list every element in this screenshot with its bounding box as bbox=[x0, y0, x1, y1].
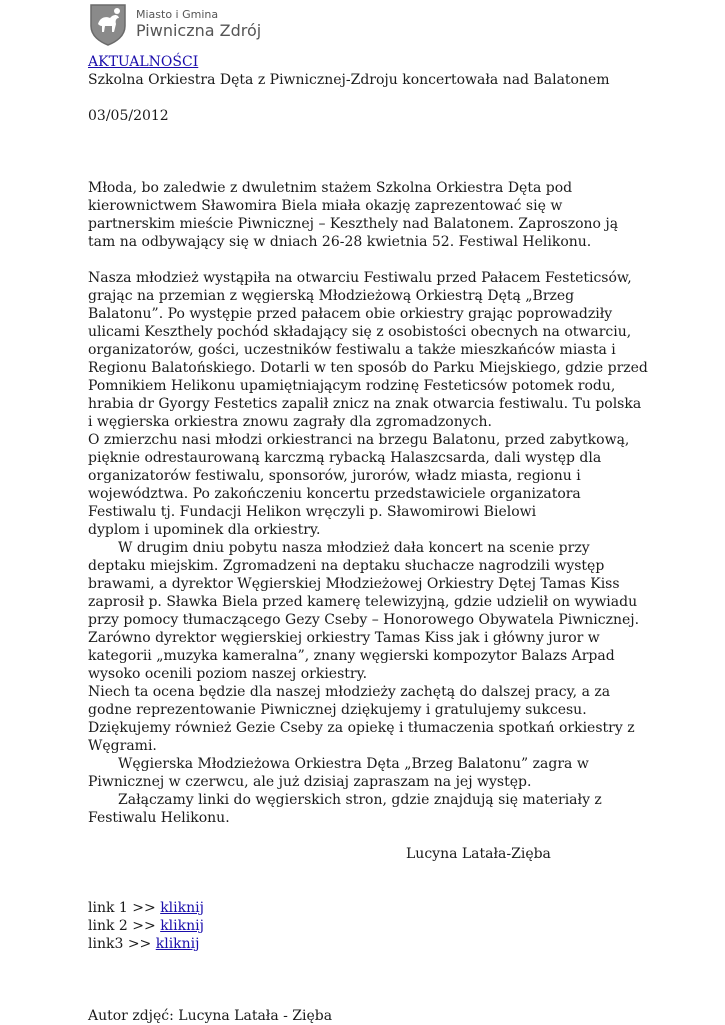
link-1[interactable]: kliknij bbox=[160, 900, 204, 916]
article-date: 03/05/2012 bbox=[88, 108, 169, 124]
photo-credit: Autor zdjęć: Lucyna Latała - Zięba bbox=[88, 1008, 333, 1024]
link-3[interactable]: kliknij bbox=[155, 936, 200, 952]
logo-line-1: Miasto i Gmina bbox=[136, 7, 219, 21]
logo-line-2: Piwniczna Zdrój bbox=[136, 20, 262, 40]
paragraph-7: Niech ta ocena będzie dla naszej młodzieży zachętą do dalszej pracy, a za godne reprezentowanie Piwnicznej dziękujemy i gratulujemy sukcesu. bbox=[88, 684, 611, 718]
article-title: Szkolna Orkiestra Dęta z Piwnicznej-Zdroju koncertowała nad Balatonem bbox=[88, 72, 610, 88]
site-logo[interactable] bbox=[88, 0, 261, 48]
paragraph-5: W drugim dniu pobytu nasza młodzież dała koncert na scenie przy deptaku miejskim. Zgromadzeni na deptaku słuchacze nagrodzili występ brawami, a dyrektor Węgierskiej Młodzieżowej Orkiestry Dętej Tamas Kiss zaprosił p. Sławka Biela przed kamerę telewizyjną, gdzie udzielił on wywiadu przy pomocy tłumaczącego Gezy Cseby – Honorowego Obywatela Piwnicznej. bbox=[88, 540, 640, 628]
article bbox=[88, 53, 648, 1025]
link-prefix: link3 >> bbox=[88, 936, 156, 952]
link-2[interactable]: kliknij bbox=[160, 918, 204, 934]
signature: Lucyna Latała-Zięba bbox=[406, 846, 551, 862]
paragraph-1: Młoda, bo zaledwie z dwuletnim stażem Szkolna Orkiestra Dęta pod kierownictwem Sławomira Biela miała okazję zaprezentować się w partnerskim mieście Piwnicznej – Keszthely nad Balatonem. Zaproszono ją tam na odbywający się w dniach 26-28 kwietnia 52. Festiwal Helikonu. bbox=[88, 180, 619, 250]
link-row bbox=[88, 917, 648, 935]
paragraph-3: O zmierzchu nasi młodzi orkiestranci na brzegu Balatonu, przed zabytkową, pięknie odrestaurowaną karczmą rybacką Halaszcsarda, dali występ dla organizatorów festiwalu, sponsorów, jurorów, władz miasta, regionu i województwa. Po zakończeniu koncertu przedstawiciele organizatora Festiwalu tj. Fundacji Helikon wręczyli p. Sławomirowi Bielowi bbox=[88, 432, 630, 520]
paragraph-8: Dziękujemy również Gezie Cseby za opiekę i tłumaczenia spotkań orkiestry z Węgrami. bbox=[88, 720, 635, 754]
link-prefix: link 1 >> bbox=[88, 900, 161, 916]
category-link[interactable]: AKTUALNOŚCI bbox=[88, 54, 199, 70]
paragraph-2: Nasza młodzież wystąpiła na otwarciu Festiwalu przed Pałacem Festeticsów, grając na przemian z węgierską Młodzieżową Orkiestrą Dętą „Brzeg Balatonu”. Po występie przed pałacem obie orkiestry grając poprowadziły ulicami Keszthely pochód składający się z osobistości obecnych na otwarciu, organizatorów, gości, uczestników festiwalu a także mieszkańców miasta i Regionu Balatońskiego. Dotarli w ten sposób do Parku Miejskiego, gdzie przed Pomnikiem Helikonu upamiętniającym rodzinę Festeticsów potomek rodu, hrabia dr Gyorgy Festetics zapalił znicz na znak otwarcia festiwalu. Tu polska i węgierska orkiestra znowu zagrały dla zgromadzonych. bbox=[88, 270, 648, 430]
paragraph-4: dyplom i upominek dla orkiestry. bbox=[88, 522, 321, 538]
paragraph-9: Węgierska Młodzieżowa Orkiestra Dęta „Brzeg Balatonu” zagra w Piwnicznej w czerwcu, ale już dzisiaj zapraszam na jej występ. bbox=[88, 756, 589, 790]
paragraph-10: Załączamy linki do węgierskich stron, gdzie znajdują się materiały z Festiwalu Helikonu. bbox=[88, 792, 602, 826]
link-list bbox=[88, 899, 648, 953]
coat-of-arms-icon bbox=[88, 2, 128, 46]
logo-text bbox=[136, 8, 261, 41]
link-row bbox=[88, 935, 648, 953]
paragraph-6: Zarówno dyrektor węgierskiej orkiestry Tamas Kiss jak i główny juror w kategorii „muzyka kameralna”, znany węgierski kompozytor Balazs Arpad wysoko ocenili poziom naszej orkiestry. bbox=[88, 630, 615, 682]
link-row bbox=[88, 899, 648, 917]
link-prefix: link 2 >> bbox=[88, 918, 161, 934]
